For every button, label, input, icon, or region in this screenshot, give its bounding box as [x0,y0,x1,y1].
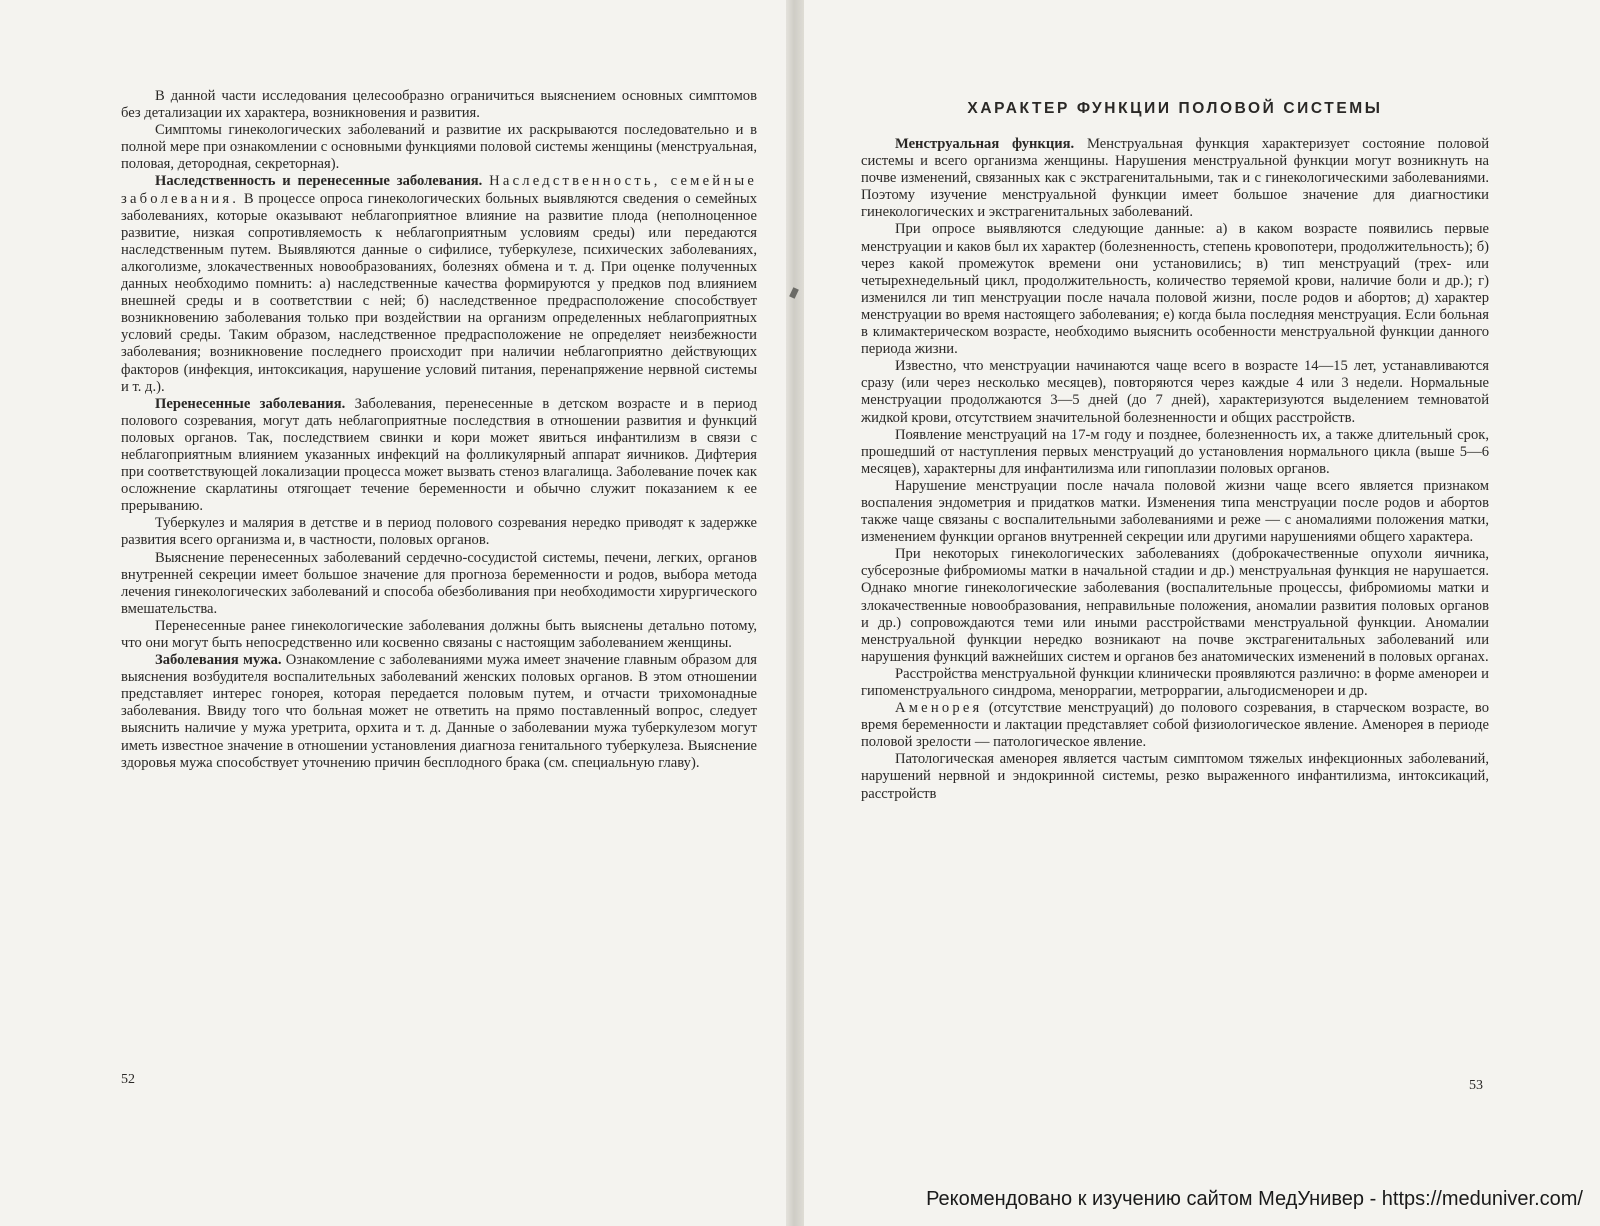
page-number-left: 52 [121,1072,135,1087]
subsection-heading-family: Наследственность, семейные заболевания. [121,173,757,207]
right-paragraph-2: При опросе выявляются следующие данные: а) в каком возрасте появились первые менструации и каков был их характер (болезненность, степень кровопотери, продолжительность); б) через какой промежуток времени они установились; в) тип менструаций (трех- или четырехнедельный цикл, продолжительность, количество теряемой крови, наличие боли и др.); г) изменился ли тип менструации после начала половой жизни, после родов и абортов; д) характер менструации во время настоящего заболевания; е) когда была последняя менструация. Если больная в климактерическом возрасте, необходимо выяснить особенности менструальной функции данного периода жизни. [861,221,1489,358]
left-paragraph-5: Туберкулез и малярия в детстве и в период полового созревания нередко приводят к задержке развития всего организма и, в частности, половых органов. [121,515,757,549]
section-heading-menstrual: Менструальная функция. [895,136,1075,152]
left-paragraph-8: Заболевания мужа. Ознакомление с заболеваниями мужа имеет значение главным образом для выяснения возбудителя воспалительных заболеваний женских половых органов. В этом отношении представляет интерес гонорея, которая передается половым путем, и отчасти трихомонадные заболевания. Ввиду того что больная может не ответить на прямо поставленный вопрос, следует выяснить наличие у мужа уретрита, орхита и т. д. Данные о заболевании мужа туберкулезом могут иметь известное значение в отношении установления диагноза генитального туберкулеза. Выяснение здоровья мужа способствует уточнению причин бесплодного брака (см. специальную главу). [121,652,757,771]
right-paragraph-4: Появление менструаций на 17-м году и позднее, болезненность их, а также длительный срок, прошедший от наступления первых менструаций до установления нормального цикла (выше 5—6 месяцев), характерны для инфантилизма или гипоплазии половых органов. [861,426,1489,477]
left-text-column [121,88,757,772]
section-heading-husband: Заболевания мужа. [155,652,282,669]
left-paragraph-2: Симптомы гинекологических заболеваний и развитие их раскрываются последовательно и в полной мере при ознакомлении с основными функциями половой системы женщины (менструальная, половая, детородная, секреторная). [121,122,757,173]
right-paragraph-3: Известно, что менструации начинаются чаще всего в возрасте 14—15 лет, устанавливаются сразу (или через несколько месяцев), повторяются через каждые 4 или 3 недели. Нормальные менструации продолжаются 3—5 дней (до 7 дней), характеризуются выделением темноватой жидкой крови, отсутствием значительной болезненности и общих расстройств. [861,358,1489,426]
right-text-column [861,100,1489,803]
left-paragraph-1: В данной части исследования целесообразно ограничиться выяснением основных симптомов без детализации их характера, возникновения и развития. [121,88,757,122]
right-paragraph-1: Менструальная функция. Менструальная функция характеризует состояние половой системы и всего организма женщины. Нарушения менструальной функции могут возникнуть на почве изменений, связанных как с экстрагенитальными, так и с гинекологическими заболеваниями. Поэтому изучение менструальной функции имеет большое значение для диагностики гинекологических и экстрагенитальных заболеваний. [861,136,1489,221]
book-gutter [786,0,804,1226]
chapter-heading: ХАРАКТЕР ФУНКЦИИ ПОЛОВОЙ СИСТЕМЫ [967,100,1383,117]
left-paragraph-6: Выяснение перенесенных заболеваний сердечно-сосудистой системы, печени, легких, органов внутренней секреции имеет большое значение для прогноза беременности и родов, выбора метода лечения гинекологических заболеваний и способа обезболивания при необходимости хирургического вмешательства. [121,549,757,617]
right-paragraph-9: Патологическая аменорея является частым симптомом тяжелых инфекционных заболеваний, нарушений нервной и эндокринной системы, резко выраженного инфантилизма, интоксикаций, расстройств [861,751,1489,802]
footer-recommendation: Рекомендовано к изучению сайтом МедУнивер - https://meduniver.com/ [926,1188,1583,1210]
page-number-right: 53 [1469,1078,1483,1093]
right-paragraph-5: Нарушение менструации после начала половой жизни чаще всего является признаком воспаления эндометрия и придатков матки. Изменения типа менструации после родов и абортов также чаще связаны с воспалительными заболеваниями и реже — с аномалиями положения матки, изменением функции органов внутренней секреции или другими нарушениями общего характера. [861,477,1489,546]
left-paragraph-4: Перенесенные заболевания. Заболевания, перенесенные в детском возрасте и в период полового созревания, могут дать неблагоприятные последствия в отношении развития и функций половых органов. Так, последствием свинки и кори может явиться инфантилизм в связи с неблагоприятным влиянием указанных инфекций на фолликулярный аппарат яичников. Дифтерия при соответствующей локализации процесса может вызвать стеноз влагалища. Заболевание почек как осложнение скарлатины отягощает течение беременности и обычно служит показанием к ее прерыванию. [121,395,758,515]
right-paragraph-6: При некоторых гинекологических заболеваниях (доброкачественные опухоли яичника, субсерозные фибромиомы матки в начальной стадии и др.) менструальная функция не нарушается. Однако многие гинекологические заболевания (воспалительные процессы, фибромиомы матки и злокачественные новообразования, неправильные положения, аномалии развития половых органов и др.) сопровождаются теми или иными расстройствами менструальной функции. Аномалии менструальной функции нередко возникают на почве экстрагенитальных заболеваний или нарушения функций важнейших систем и органов без анатомических изменений в половых органах. [861,546,1489,665]
left-paragraph-7: Перенесенные ранее гинекологические заболевания должны быть выяснены детально потому, что они могут быть непосредственно или косвенно связаны с настоящим заболеванием женщины. [121,617,757,651]
right-paragraph-7: Расстройства менструальной функции клинически проявляются различно: в форме аменореи и гипоменструального синдрома, меноррагии, метроррагии, альгодисменореи и др. [861,665,1489,699]
section-heading-heredity: Наследственность и перенесенные заболевания. [155,173,483,190]
right-paragraph-8: Аменорея (отсутствие менструаций) до полового созревания, в старческом возрасте, во время беременности и лактации представляет собой физиологическое явление. Аменорея в периоде половой зрелости — патологическое явление. [861,700,1489,751]
section-heading-past-diseases: Перенесенные заболевания. [155,395,346,412]
term-amenorrhea: Аменорея [895,700,983,717]
left-paragraph-3: Наследственность и перенесенные заболевания. Наследственность, семейные заболевания. В процессе опроса гинекологических больных выявляются сведения о семейных заболеваниях, которые оказывают неблагоприятное влияние на развитие плода (неполноценное развитие, низкая сопротивляемость к неблагоприятным условиям среды) или передаются наследственным путем. Выявляются данные о сифилисе, туберкулезе, психических заболеваниях, алкоголизме, злокачественных новообразованиях, болезнях обмена и т. д. При оценке полученных данных необходимо помнить: а) наследственные качества формируются у предков под влиянием внешней среды и в соответствии с ней; б) наследственное предрасположение способствует возникновению заболевания только при воздействии на организм определенных неблагоприятных условий среды. Таким образом, наследственное предрасположение не определяет неизбежности заболевания; возникновение последнего происходит при наличии неблагоприятно действующих факторов (инфекция, интоксикация, нарушение условий питания, перенапряжение нервной системы и т. д.). [121,173,758,395]
